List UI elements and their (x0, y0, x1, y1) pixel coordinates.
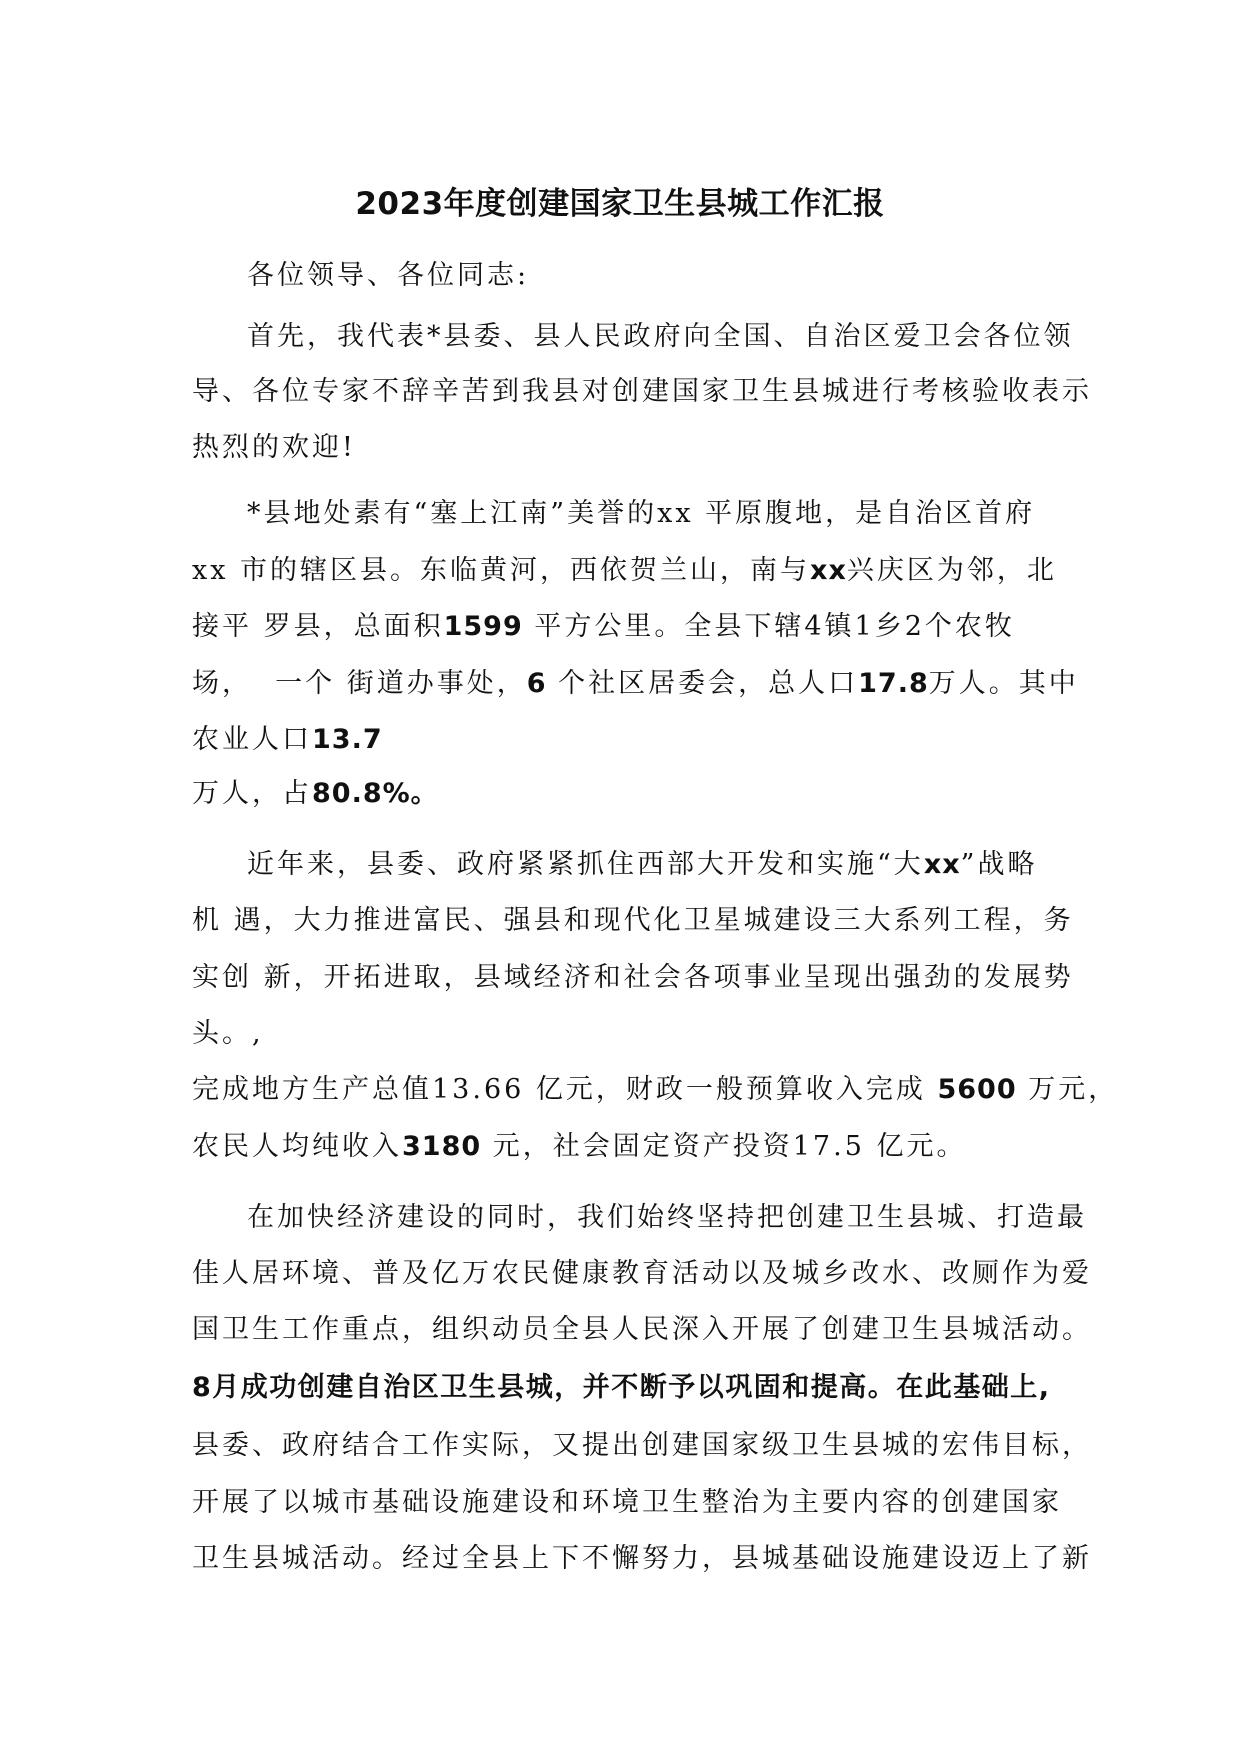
p2-line-4-text: 场， 一个 街道办事处， (192, 668, 527, 699)
p2-line-2 (192, 551, 1057, 591)
p3-gdp-value: 13.66 (432, 1074, 525, 1105)
p3-line-3: 实创 新，开拓进取，县域经济和社会各项事业呈现出强劲的发展势 (192, 962, 1074, 993)
p2-population-value: 17.8 (858, 668, 929, 699)
p4-line-2: 佳人居环境、普及亿万农民健康教育活动以及城乡改水、改厕作为爱 (192, 1258, 1092, 1289)
p1-line-3: 热烈的欢迎! (192, 432, 356, 463)
p2-line-2-end: 兴庆区为邻，北 (846, 555, 1057, 586)
p3-line-6 (192, 1127, 1052, 1167)
p2-line-2-bold: xx (810, 555, 847, 586)
p2-community-count: 6 (526, 668, 547, 699)
p4-line-7: 卫生县城活动。经过全县上下不懈努力，县城基础设施建设迈上了新 (192, 1543, 1092, 1574)
p4-line-4-bold: 8月成功创建自治区卫生县城，并不断予以巩固和提高。在此基础上, (192, 1372, 1051, 1403)
p2-line-1: *县地处素有“塞上江南”美誉的xx 平原腹地，是自治区首府 (247, 498, 1036, 529)
p4-line-1: 在加快经济建设的同时，我们始终坚持把创建卫生县城、打造最 (247, 1202, 1087, 1233)
p1-line-1: 首先，我代表*县委、县人民政府向全国、自治区爱卫会各位领 (247, 321, 1074, 352)
p4-line-3: 国卫生工作重点，组织动员全县人民深入开展了创建卫生县城活动。 (192, 1314, 1092, 1345)
p2-line-4-end: 万人。其中 (928, 668, 1079, 699)
p3-line-1-end: ”战略 (960, 849, 1038, 880)
p3-line-5 (192, 1070, 1119, 1110)
p1-line-2: 导、各位专家不辞辛苦到我县对创建国家卫生县城进行考核验收表示 (192, 376, 1092, 407)
p4-line-6: 开展了以城市基础设施建设和环境卫生整治为主要内容的创建国家 (192, 1487, 1062, 1518)
p3-line-6-mid: 元，社会固定资产投资 (481, 1131, 793, 1162)
p3-line-1-text: 近年来，县委、政府紧紧抓住西部大开发和实施“大 (247, 849, 924, 880)
p2-line-6-text: 万人，占 (192, 778, 312, 809)
p3-revenue-value: 5600 (937, 1074, 1017, 1105)
p3-line-4: 头。, (192, 1018, 264, 1049)
p2-line-4-mid: 个社区居委会，总人口 (546, 668, 859, 699)
p3-investment-value: 17.5 (792, 1131, 865, 1162)
p3-line-1 (247, 845, 1107, 885)
p2-line-5-text: 农业人口 (192, 724, 312, 755)
p2-line-5 (192, 720, 1052, 760)
p2-agri-percent: 80.8%。 (312, 778, 439, 809)
p3-line-2: 机 遇，大力推进富民、强县和现代化卫星城建设三大系列工程，务 (192, 905, 1074, 936)
p2-line-6 (192, 774, 1052, 814)
p2-area-value: 1599 (443, 611, 523, 642)
p3-line-6-end: 亿元。 (864, 1131, 967, 1162)
p3-line-5-mid: 亿元，财政一般预算收入完成 (524, 1074, 938, 1105)
p3-line-1-bold: xx (923, 849, 961, 880)
p3-income-value: 3180 (402, 1131, 482, 1162)
p2-line-2-text: xx 市的辖区县。东临黄河，西依贺兰山，南与 (192, 555, 811, 586)
p2-line-3-end: 平方公里。全县下辖4镇1乡2个农牧 (522, 611, 1015, 642)
p3-line-6-text: 农民人均纯收入 (192, 1131, 402, 1162)
p3-line-5-end: 万元， (1016, 1074, 1119, 1105)
p2-line-4 (192, 664, 1079, 704)
p4-line-5: 县委、政府结合工作实际，又提出创建国家级卫生县城的宏伟目标， (192, 1430, 1092, 1461)
document-title: 2023年度创建国家卫生县城工作汇报 (355, 186, 885, 222)
greeting: 各位领导、各位同志: (247, 260, 530, 291)
p2-line-3 (192, 607, 1052, 647)
p2-agri-population: 13.7 (312, 724, 383, 755)
p3-line-5-text: 完成地方生产总值 (192, 1074, 432, 1105)
p2-line-3-text: 接平 罗县，总面积 (192, 611, 444, 642)
